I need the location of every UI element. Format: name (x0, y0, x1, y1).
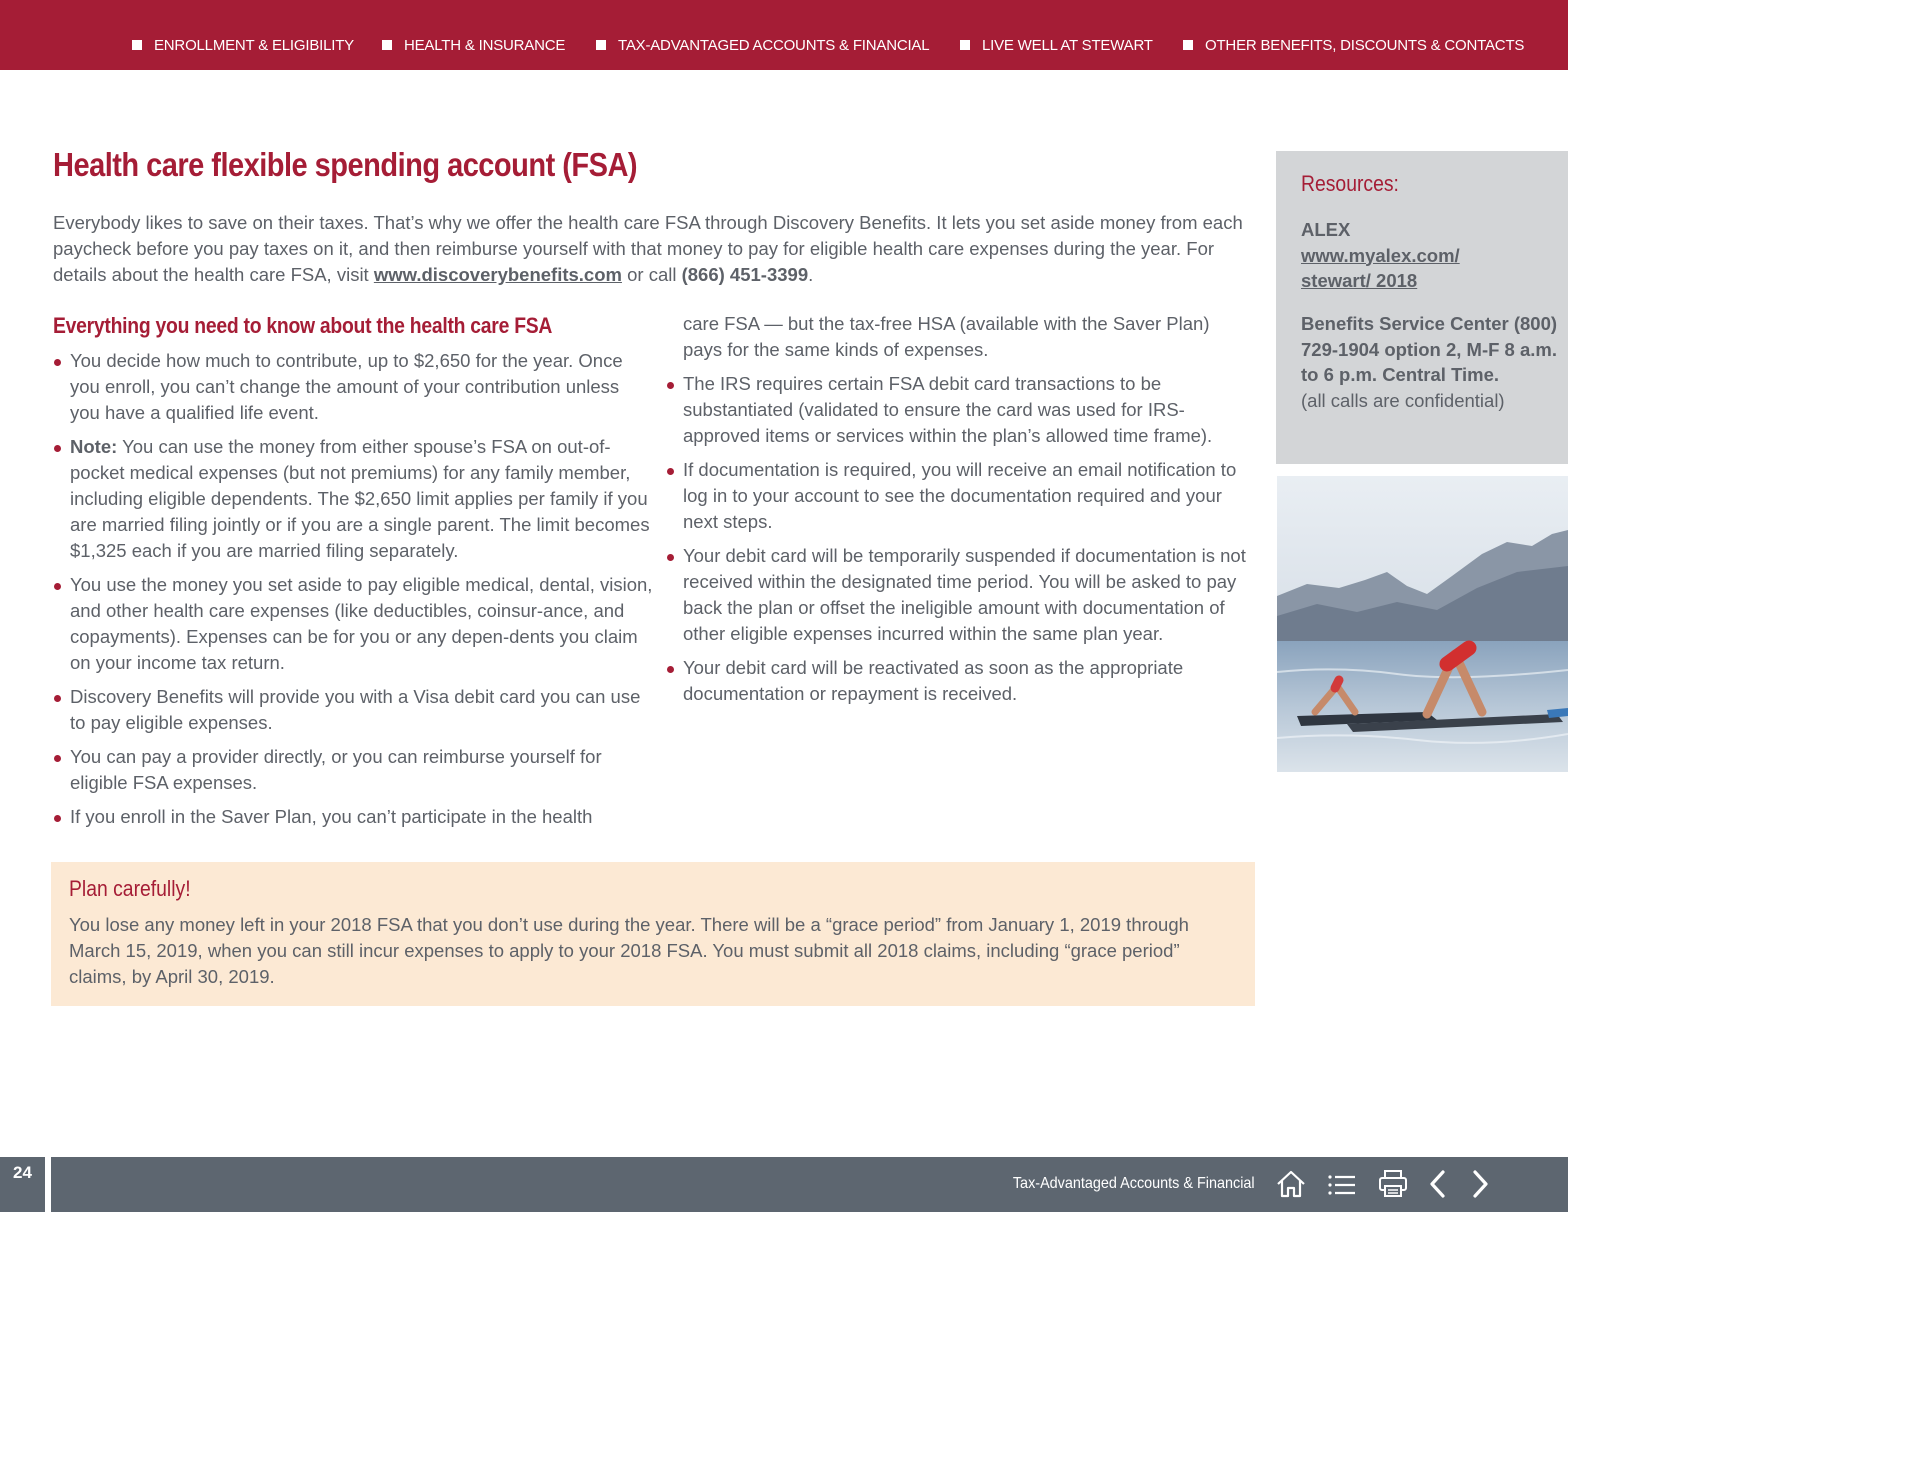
intro-text: . (808, 264, 814, 285)
paddleboard-yoga-photo (1277, 476, 1568, 772)
nav-item-health[interactable] (382, 37, 565, 54)
chevron-right-icon[interactable] (1463, 1167, 1497, 1201)
footer-bar (0, 1157, 1568, 1212)
list-item: You decide how much to contribute, up to $2,650 for the year. Once you enroll, you can’t change the amount of your contribution unless you have a qualified life event. (53, 348, 653, 426)
list-item: You use the money you set aside to pay eligible medical, dental, vision, and other health care expenses (like deductibles, coinsur-ance, and copayments). Expenses can be for you or any depen-dents you claim on your income tax return. (53, 572, 653, 676)
list-item-continuation: care FSA — but the tax-free HSA (available with the Saver Plan) pays for the same kinds of expenses. (683, 313, 1210, 360)
home-icon[interactable] (1274, 1167, 1308, 1201)
print-icon[interactable] (1376, 1167, 1410, 1201)
callout-title: Plan carefully! (69, 876, 191, 901)
footer-section-label: Tax-Advantaged Accounts & Financial (1013, 1175, 1255, 1192)
note-label: Note: (70, 436, 118, 457)
discovery-benefits-link[interactable]: www.discoverybenefits.com (373, 264, 622, 285)
intro-paragraph (53, 210, 1253, 288)
nav-square-icon (132, 40, 142, 50)
list-item: Discovery Benefits will provide you with a Visa debit card you can use to pay eligible expenses. (53, 684, 653, 736)
alex-label: ALEX (1301, 219, 1351, 240)
list-item-note (53, 434, 653, 564)
nav-square-icon (1183, 40, 1193, 50)
bullet-list-column-2 (666, 311, 1246, 715)
page-number-box (0, 1157, 51, 1212)
alex-link-line-2: stewart/ 2018 (1301, 270, 1418, 291)
benefits-service-center (1301, 311, 1561, 413)
intro-text: or call (621, 264, 682, 285)
nav-item-other-benefits[interactable] (1183, 37, 1524, 54)
alex-link-line-1: www.myalex.com/ (1301, 244, 1460, 266)
page-title: Health care flexible spending account (FSA) (53, 146, 638, 183)
resources-panel (1276, 151, 1568, 464)
list-item: You can pay a provider directly, or you can reimburse yourself for eligible FSA expenses. (53, 744, 653, 796)
list-item: The IRS requires certain FSA debit card transactions to be substantiated (validated to ensure the card was used for IRS-approved items or services within the plan’s allowed time frame). (666, 371, 1246, 449)
nav-item-label: LIVE WELL AT STEWART (982, 37, 1153, 54)
phone-number: (866) 451-3399 (681, 264, 809, 285)
nav-item-tax-advantaged[interactable] (596, 37, 929, 54)
list-item: If documentation is required, you will receive an email notification to log in to your account to see the documentation required and your next steps. (666, 457, 1246, 535)
section-heading: Everything you need to know about the health care FSA (53, 313, 553, 338)
top-navigation (0, 0, 1568, 70)
alex-resource (1301, 217, 1561, 294)
nav-square-icon (596, 40, 606, 50)
plan-carefully-callout (51, 862, 1255, 1006)
nav-item-label: TAX-ADVANTAGED ACCOUNTS & FINANCIAL (618, 37, 930, 54)
bsc-note: (all calls are confidential) (1301, 389, 1505, 411)
list-item: If you enroll in the Saver Plan, you can’t participate in the health (53, 804, 653, 830)
nav-item-enrollment[interactable] (132, 37, 354, 54)
menu-list-icon[interactable] (1325, 1167, 1359, 1201)
bullet-list-column-1 (53, 348, 653, 838)
page-number: 24 (13, 1163, 32, 1182)
nav-square-icon (382, 40, 392, 50)
nav-item-label: OTHER BENEFITS, DISCOUNTS & CONTACTS (1205, 37, 1525, 54)
nav-item-label: HEALTH & INSURANCE (404, 37, 566, 54)
nav-item-live-well[interactable] (960, 37, 1153, 54)
alex-link[interactable] (1301, 245, 1460, 292)
bsc-contact: Benefits Service Center (800) 729-1904 option 2, M-F 8 a.m. to 6 p.m. Central Time. (1301, 313, 1558, 385)
intro-text: Everybody likes to save on their taxes. That’s why we offer the health care FSA through Discovery Benefits. It lets you set aside money from each paycheck before you pay taxes on it, and then reimburse yourself with that money to pay for eligible health care expenses during the year. For details about the health care FSA, visit (53, 212, 1243, 285)
nav-item-label: ENROLLMENT & ELIGIBILITY (154, 37, 354, 54)
nav-square-icon (960, 40, 970, 50)
callout-text: You lose any money left in your 2018 FSA that you don’t use during the year. There will be a “grace period” from January 1, 2019 through March 15, 2019, when you can still incur expenses to apply to your 2018 FSA. You must submit all 2018 claims, including “grace period” claims, by April 30, 2019. (69, 914, 1189, 987)
resources-title: Resources: (1301, 171, 1399, 196)
chevron-left-icon[interactable] (1422, 1167, 1456, 1201)
note-text: You can use the money from either spouse’s FSA on out-of-pocket medical expenses (but not premiums) for any family member, including eligible dependents. The $2,650 limit applies per family if you are married filing jointly or if you are a single parent. The limit becomes $1,325 each if you are married filing separately. (70, 436, 650, 561)
list-item: Your debit card will be reactivated as soon as the appropriate documentation or repayment is received. (666, 655, 1246, 707)
list-item: Your debit card will be temporarily suspended if documentation is not received within the designated time period. You will be asked to pay back the plan or offset the ineligible amount with documentation of other eligible expenses incurred within the same plan year. (666, 543, 1246, 647)
